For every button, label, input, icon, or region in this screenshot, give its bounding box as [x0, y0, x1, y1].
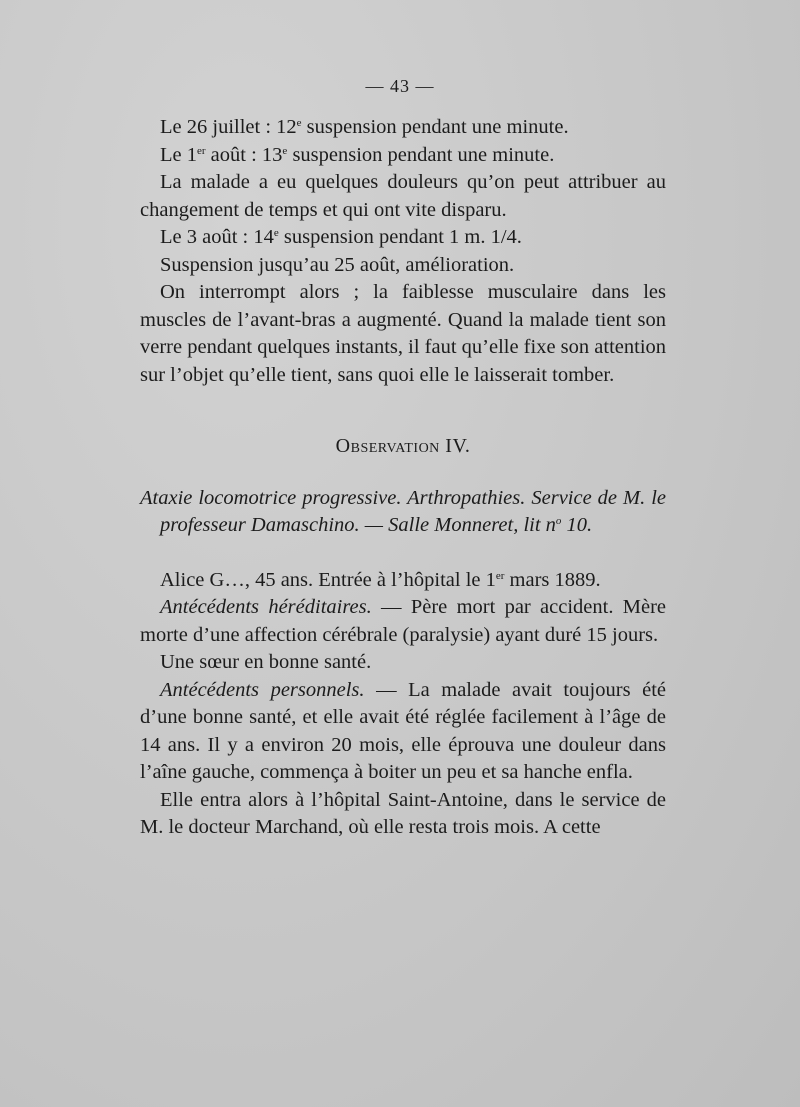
- italic-label: Antécédents héréditaires.: [160, 596, 372, 618]
- text-span: mars 1889.: [504, 568, 601, 591]
- text-span: suspension pendant une minute.: [287, 143, 555, 166]
- page-number: — 43 —: [365, 76, 435, 96]
- paragraph: Elle entra alors à l’hôpital Saint-Antoine, dans le service de M. le docteur Marchand, où elle resta trois mois. A cette: [140, 788, 666, 838]
- paragraph: [140, 142, 666, 170]
- paragraph: [140, 677, 666, 787]
- superscript: e: [282, 144, 288, 157]
- paragraph: [140, 224, 666, 252]
- page-body: [140, 114, 666, 842]
- text-span: 10.: [561, 514, 593, 536]
- superscript: er: [495, 569, 505, 582]
- text-span: Le 3 août : 14: [160, 226, 274, 248]
- paragraph: La malade a eu quelques douleurs qu’on peut attribuer au changement de temps et qui ont vite disparu.: [140, 171, 666, 221]
- italic-label: Antécédents personnels.: [160, 678, 365, 701]
- superscript: o: [555, 515, 562, 527]
- superscript: er: [197, 144, 206, 157]
- paragraph: [140, 114, 666, 142]
- text-span: — La malade avait toujours été d’une bonne santé, et elle avait été réglée facilement à l’âge de 14 ans. Il y a environ 20 mois, elle éprouva une douleur dans l’aîne gauche, commença à boiter un peu et sa hanche enfla.: [140, 678, 666, 783]
- paragraph: Suspension jusqu’au 25 août, amélioration.: [160, 253, 515, 276]
- superscript: e: [296, 117, 302, 129]
- text-span: Le 26 juillet : 12: [160, 116, 297, 138]
- text-span: août : 13: [205, 143, 283, 166]
- superscript: e: [273, 227, 279, 239]
- section-heading: Observation IV.: [335, 435, 471, 457]
- text-span: Le 1: [160, 143, 197, 166]
- paragraph: [140, 594, 666, 649]
- text-span: suspension pendant 1 m. 1/4.: [278, 226, 522, 248]
- paragraph: Une sœur en bonne santé.: [160, 651, 372, 673]
- case-subtitle: [140, 485, 666, 540]
- paragraph: [140, 567, 666, 595]
- text-span: Alice G…, 45 ans. Entrée à l’hôpital le 1: [160, 568, 496, 591]
- text-span: — Père mort par accident. Mère morte d’une affection cérébrale (paralysie) ayant duré 15 jours.: [140, 596, 667, 646]
- text-span: suspension pendant une minute.: [301, 116, 569, 138]
- text-span: Ataxie locomotrice progressive. Arthropathies. Service de M. le professeur Damaschino. — Salle Monneret, lit n: [140, 486, 666, 536]
- paragraph: On interrompt alors ; la faiblesse musculaire dans les muscles de l’avant-bras a augmenté. Quand la malade tient son verre pendant quelques instants, il faut qu’elle fixe son attention sur l’objet qu’elle tient, sans quoi elle le laisserait tomber.: [140, 281, 667, 386]
